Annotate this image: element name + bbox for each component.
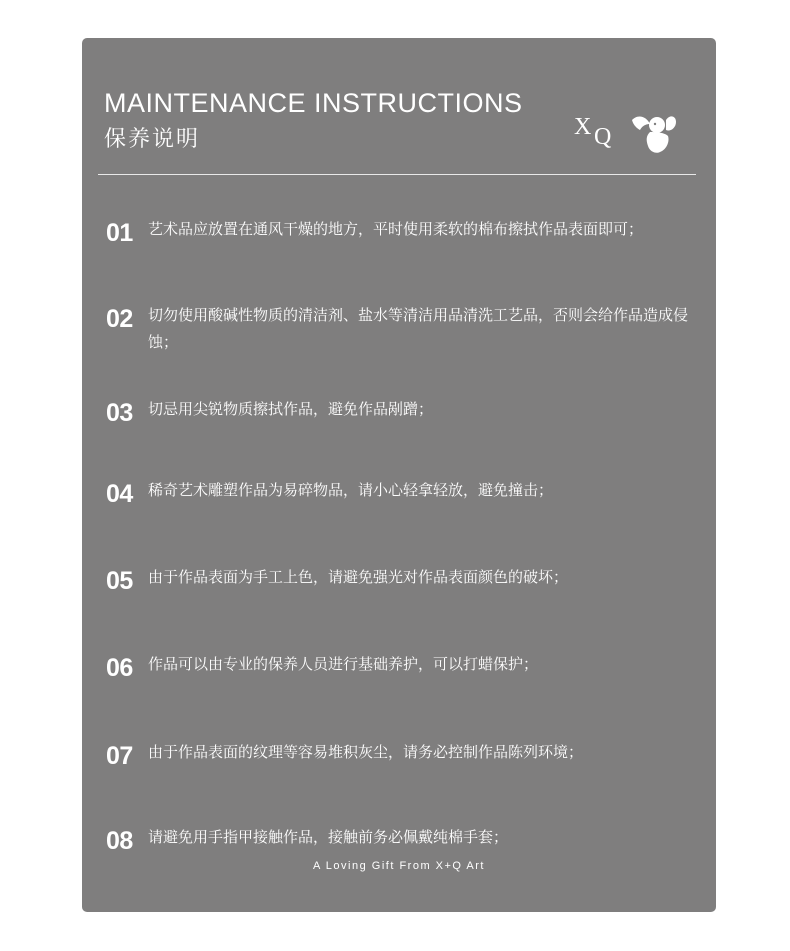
xq-logo-icon: [572, 108, 632, 148]
item-number: 04: [106, 480, 133, 508]
instruction-item-1: [106, 220, 714, 246]
instruction-item-7: [106, 743, 714, 769]
item-number: 05: [106, 567, 133, 595]
header-divider: [98, 174, 696, 175]
item-number: 03: [106, 399, 133, 427]
item-text: 作品可以由专业的保养人员进行基础养护，可以打蜡保护；: [148, 655, 539, 673]
maintenance-card: [82, 38, 716, 912]
item-text: 由于作品表面为手工上色，请避免强光对作品表面颜色的破坏；: [148, 568, 569, 586]
item-number: 06: [106, 654, 133, 682]
item-text: 请避免用手指甲接触作品，接触前务必佩戴纯棉手套；: [148, 828, 509, 846]
logo-letter-q: Q: [594, 124, 612, 148]
title-chinese: 保养说明: [104, 127, 201, 152]
instruction-item-5: [106, 568, 714, 594]
instruction-item-6: [106, 655, 714, 681]
angel-figure-icon: [630, 110, 678, 156]
item-number: 08: [106, 827, 133, 855]
item-text: 切忌用尖锐物质擦拭作品，避免作品剐蹭；: [148, 400, 434, 418]
instruction-item-2: [106, 306, 714, 356]
title-english: MAINTENANCE INSTRUCTIONS: [104, 88, 523, 118]
item-text: 稀奇艺术雕塑作品为易碎物品，请小心轻拿轻放，避免撞击；: [148, 481, 554, 499]
item-text: 切勿使用酸碱性物质的清洁剂、盐水等清洁用品清洗工艺品，否则会给作品造成侵蚀；: [148, 306, 689, 351]
instruction-item-8: [106, 828, 714, 854]
instruction-item-3: [106, 400, 714, 426]
item-number: 01: [106, 219, 133, 247]
logo-letter-x: X: [574, 114, 592, 140]
instruction-item-4: [106, 481, 714, 507]
footer-tagline: A Loving Gift From X+Q Art: [313, 860, 485, 872]
item-number: 02: [106, 305, 133, 333]
item-number: 07: [106, 742, 133, 770]
item-text: 由于作品表面的纹理等容易堆积灰尘，请务必控制作品陈列环境；: [148, 743, 584, 761]
item-text: 艺术品应放置在通风干燥的地方，平时使用柔软的棉布擦拭作品表面即可；: [148, 220, 644, 238]
